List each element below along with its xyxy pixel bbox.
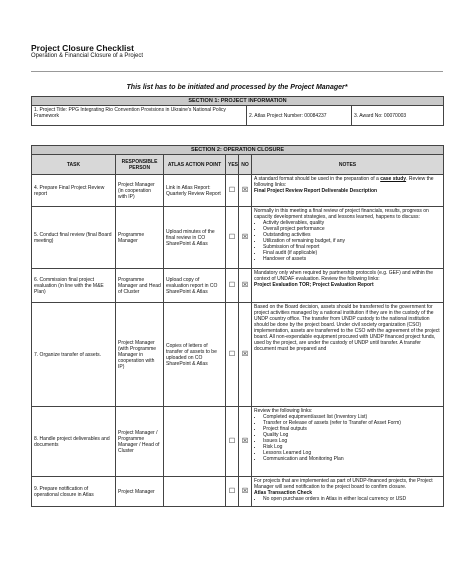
list-item: • Transfer or Release of assets (refer to Transfer of Asset Form) — [263, 420, 441, 426]
notes-link[interactable]: Atlas Transaction Check — [254, 490, 313, 496]
task-cell: 5. Conduct final review (final Board meeting) — [32, 207, 116, 269]
column-no: NO — [239, 155, 252, 175]
no-checkbox[interactable]: ☒ — [239, 175, 252, 207]
notes-text: Mandatory only when required by partnership protocols (e.g. GEF) and within the context of UNDAF evaluation. Review the following links: — [254, 270, 433, 282]
notes-cell — [252, 207, 444, 269]
notes-cell — [252, 477, 444, 507]
intro-text: This list has to be initiated and processed by the Project Manager* — [126, 84, 348, 91]
notes-list — [254, 496, 441, 502]
no-checkbox[interactable]: ☒ — [239, 407, 252, 477]
notes-text: Normally in this meeting a final review of project financials, results, progress on capacity development strategies, and lessons learned, happens to discuss: — [254, 208, 429, 220]
task-cell: 8. Handle project deliverables and documents — [32, 407, 116, 477]
list-item: • Handover of assets — [263, 256, 441, 262]
notes-cell: Based on the Board decision, assets should be transferred to the government for project activities managed by a national institution if they are in the custody of the UNDP country office. The transfer from UNDP custody to the national institution should be done by the project board. Under civil society organization (CSO) implementation, assets are transferred to the CSO with the agreement of the project board. All non-expendable equipment procured with UNDP financed project funds, used by the project, are under the custody of UNDP until transfer. A transfer document must be prepared and — [252, 303, 444, 407]
list-item: • Risk Log — [263, 444, 441, 450]
responsible-cell: Project Manager (with Programme Manager in cooperation with IP) — [116, 303, 164, 407]
yes-checkbox[interactable]: ☐ — [226, 269, 239, 303]
task-cell: 9. Prepare notification of operational closure in Atlas — [32, 477, 116, 507]
responsible-cell: Project Manager — [116, 477, 164, 507]
list-item: • Lessons Learned Log — [263, 450, 441, 456]
list-item: • Issues Log — [263, 438, 441, 444]
no-checkbox[interactable]: ☒ — [239, 303, 252, 407]
responsible-cell: Programme Manager and Head of Cluster — [116, 269, 164, 303]
notes-text: . Review the following links: — [254, 176, 434, 188]
notes-cell — [252, 175, 444, 207]
list-item: • Utilization of remaining budget, if any — [263, 238, 441, 244]
notes-list — [254, 414, 441, 462]
award-number-cell: 3. Award No: 00070003 — [352, 106, 444, 126]
yes-checkbox[interactable]: ☐ — [226, 303, 239, 407]
list-item: • Final audit (if applicable) — [263, 250, 441, 256]
case-study-link[interactable]: case study — [380, 176, 407, 182]
responsible-cell: Project Manager (in cooperation with IP) — [116, 175, 164, 207]
list-item: • Submission of final report — [263, 244, 441, 250]
document-subtitle: Operation & Financial Closure of a Project — [31, 53, 144, 59]
table-row — [32, 175, 444, 207]
notes-link[interactable]: Project Evaluation TOR; Project Evaluation Report — [254, 282, 374, 288]
no-checkbox[interactable]: ☒ — [239, 207, 252, 269]
section2-table — [31, 145, 444, 507]
list-item: • Overall project performance — [263, 226, 441, 232]
notes-link[interactable]: Final Project Review Report Deliverable Description — [254, 188, 378, 194]
column-task: TASK — [32, 155, 116, 175]
atlas-cell: Upload minutes of the final review in CO SharePoint & Atlas — [164, 207, 226, 269]
list-item: • Project final outputs — [263, 426, 441, 432]
table-row — [32, 207, 444, 269]
task-cell: 6. Commission final project evaluation (in line with the M&E Plan) — [32, 269, 116, 303]
atlas-cell — [164, 477, 226, 507]
table-row — [32, 269, 444, 303]
yes-checkbox[interactable]: ☐ — [226, 175, 239, 207]
table-row — [32, 303, 444, 407]
notes-text: Review the following links: — [254, 408, 313, 414]
responsible-cell: Programme Manager — [116, 207, 164, 269]
yes-checkbox[interactable]: ☐ — [226, 207, 239, 269]
notes-cell — [252, 407, 444, 477]
responsible-cell: Project Manager / Programme Manager / Head of Cluster — [116, 407, 164, 477]
no-checkbox[interactable]: ☒ — [239, 477, 252, 507]
atlas-cell — [164, 407, 226, 477]
section2-heading: SECTION 2: OPERATION CLOSURE — [32, 146, 444, 155]
column-atlas: ATLAS ACTION POINT — [164, 155, 226, 175]
column-responsible: RESPONSIBLE PERSON — [116, 155, 164, 175]
list-item: • Activity deliverables, quality — [263, 220, 441, 226]
list-item: • No open purchase orders in Atlas in either local currency or USD — [263, 496, 441, 502]
yes-checkbox[interactable]: ☐ — [226, 407, 239, 477]
atlas-cell: Upload copy of evaluation report in CO SharePoint & Atlas — [164, 269, 226, 303]
project-title-cell: 1. Project Title: PPG Integrating Rio Convention Provisions in Ukraine's National Policy Framework — [32, 106, 247, 126]
notes-cell — [252, 269, 444, 303]
table-row — [32, 477, 444, 507]
task-cell: 7. Organize transfer of assets. — [32, 303, 116, 407]
notes-text: For projects that are implemented as part of UNDP-financed projects, the Project Manager will send notification to the project board to confirm closure. — [254, 478, 433, 490]
document-title: Project Closure Checklist — [31, 43, 134, 53]
notes-text: A standard format should be used in the preparation of a — [254, 176, 381, 182]
yes-checkbox[interactable]: ☐ — [226, 477, 239, 507]
table-row — [32, 407, 444, 477]
atlas-cell: Copies of letters of transfer of assets to be uploaded on CO SharePoint & Atlas — [164, 303, 226, 407]
list-item: • Outstanding activities — [263, 232, 441, 238]
list-item: • Quality Log — [263, 432, 441, 438]
task-cell: 4. Prepare Final Project Review report — [32, 175, 116, 207]
divider — [31, 71, 443, 72]
atlas-cell: Link in Atlas Report: Quarterly Review Report — [164, 175, 226, 207]
atlas-number-cell: 2. Atlas Project Number: 00084237 — [247, 106, 352, 126]
column-yes: YES — [226, 155, 239, 175]
no-checkbox[interactable]: ☒ — [239, 269, 252, 303]
list-item: • Completed equipment/asset list (Inventory List) — [263, 414, 441, 420]
section1-heading: SECTION 1: PROJECT INFORMATION — [32, 97, 444, 106]
notes-list — [254, 220, 441, 262]
column-notes: NOTES — [252, 155, 444, 175]
list-item: • Communication and Monitoring Plan — [263, 456, 441, 462]
section1-table — [31, 96, 444, 126]
